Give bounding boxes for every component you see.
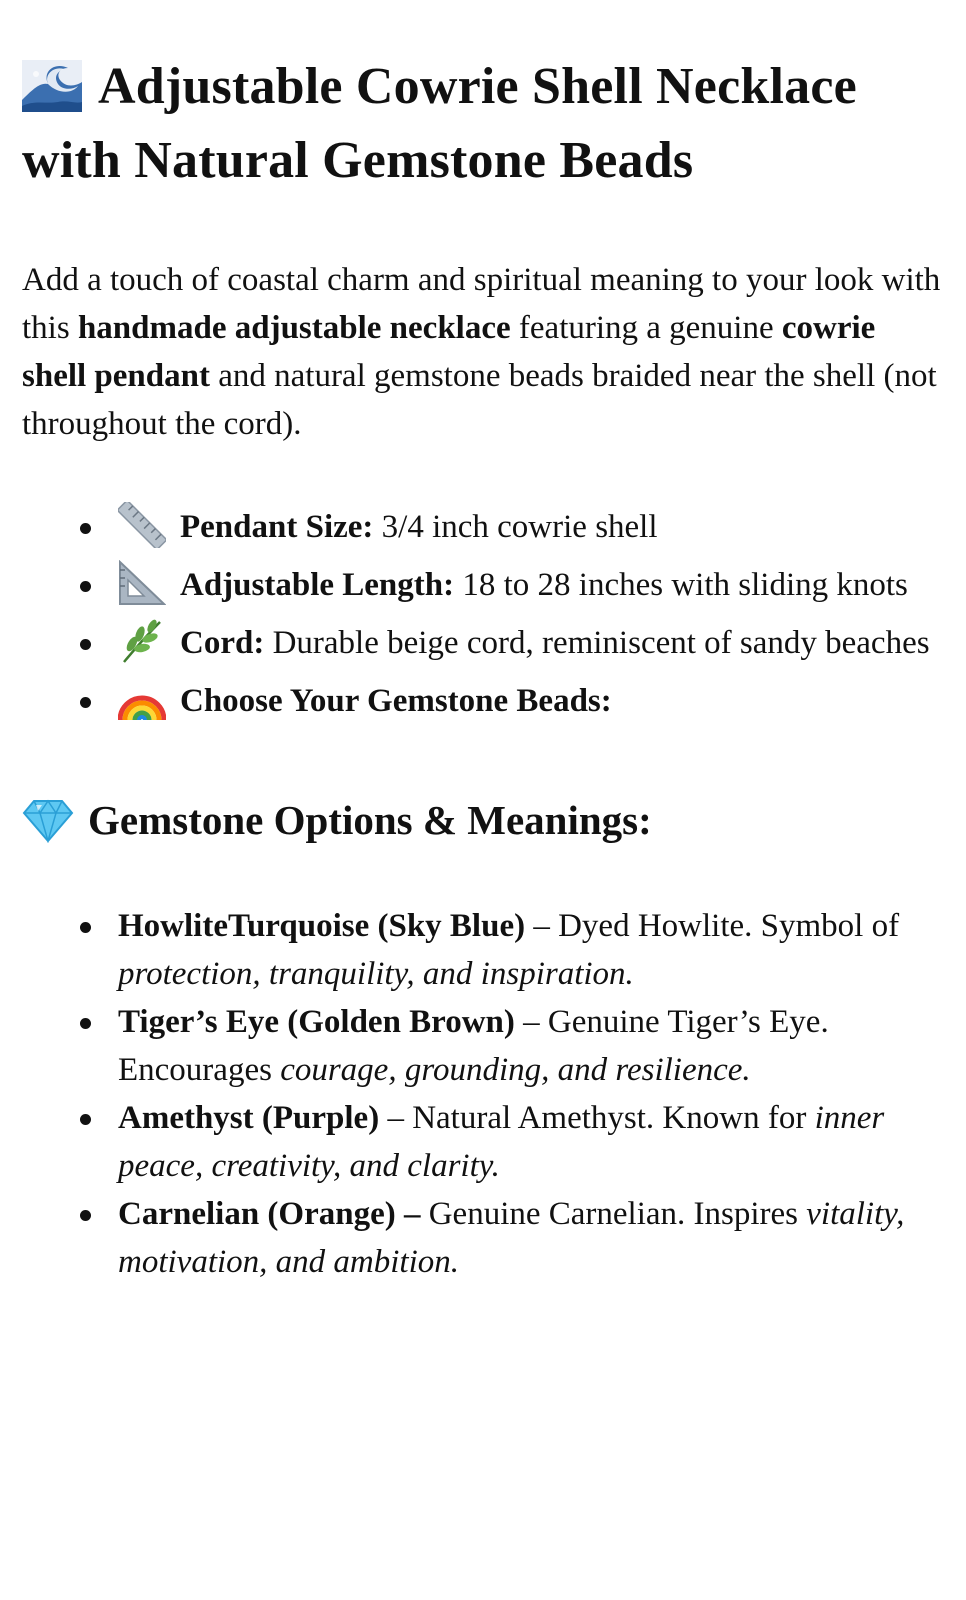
intro-bold-1: handmade adjustable necklace [77,310,511,346]
herb-icon [118,618,166,664]
wave-icon [22,59,82,111]
list-item [22,998,944,1094]
list-item [22,674,944,728]
gem-desc: – Dyed Howlite. Symbol of [525,908,900,944]
gem-name: Tiger’s Eye (Golden Brown) [118,1004,515,1040]
intro-text-3: and natural gemstone beads braided near the shell (not throughout the cord). [22,358,937,442]
intro-paragraph [22,256,944,448]
ruler-icon [118,502,166,548]
gem-meaning: inner peace, creativity, and clarity. [118,1100,885,1184]
gem-name-dash: – [395,1196,421,1232]
feature-text: 3/4 inch cowrie shell [373,509,658,545]
intro-text-1: Add a touch of coastal charm and spiritual meaning to your look with this [22,262,941,346]
intro-text-2: featuring a genuine [510,310,782,346]
list-item [22,616,944,670]
feature-label: Choose Your Gemstone Beads: [180,683,612,719]
rainbow-icon [118,676,166,722]
gem-meaning: protection, tranquility, and inspiration. [118,956,634,992]
intro-bold-2: cowrie shell pendant [22,310,876,394]
list-item [22,500,944,554]
gem-list [22,902,944,1286]
feature-label: Adjustable Length: [180,567,455,603]
gem-heading [22,790,944,850]
page-title [22,0,944,198]
list-item [22,902,944,998]
gem-heading-text: Gemstone Options & Meanings: [88,797,652,843]
title-text: Adjustable Cowrie Shell Necklace with Natural Gemstone Beads [22,58,857,189]
triangle-ruler-icon [118,560,166,606]
feature-list [22,500,944,728]
gem-meaning: courage, grounding, and resilience. [280,1052,751,1088]
gem-icon [22,799,74,843]
gem-name: Carnelian (Orange) [118,1196,396,1232]
feature-text: Durable beige cord, reminiscent of sandy beaches [264,625,930,661]
gem-desc: – Genuine Tiger’s Eye. Encourages [118,1004,829,1088]
gem-desc: – Natural Amethyst. Known for [379,1100,815,1136]
list-item [22,558,944,612]
gem-name: HowliteTurquoise (Sky Blue) [118,908,526,944]
gem-meaning: vitality, motivation, and ambition. [118,1196,905,1280]
list-item [22,1094,944,1190]
gem-desc: Genuine Carnelian. Inspires [420,1196,807,1232]
feature-label: Pendant Size: [180,509,374,545]
feature-label: Cord: [180,625,265,661]
feature-text: 18 to 28 inches with sliding knots [454,567,908,603]
list-item [22,1190,944,1286]
gem-name: Amethyst (Purple) [118,1100,380,1136]
